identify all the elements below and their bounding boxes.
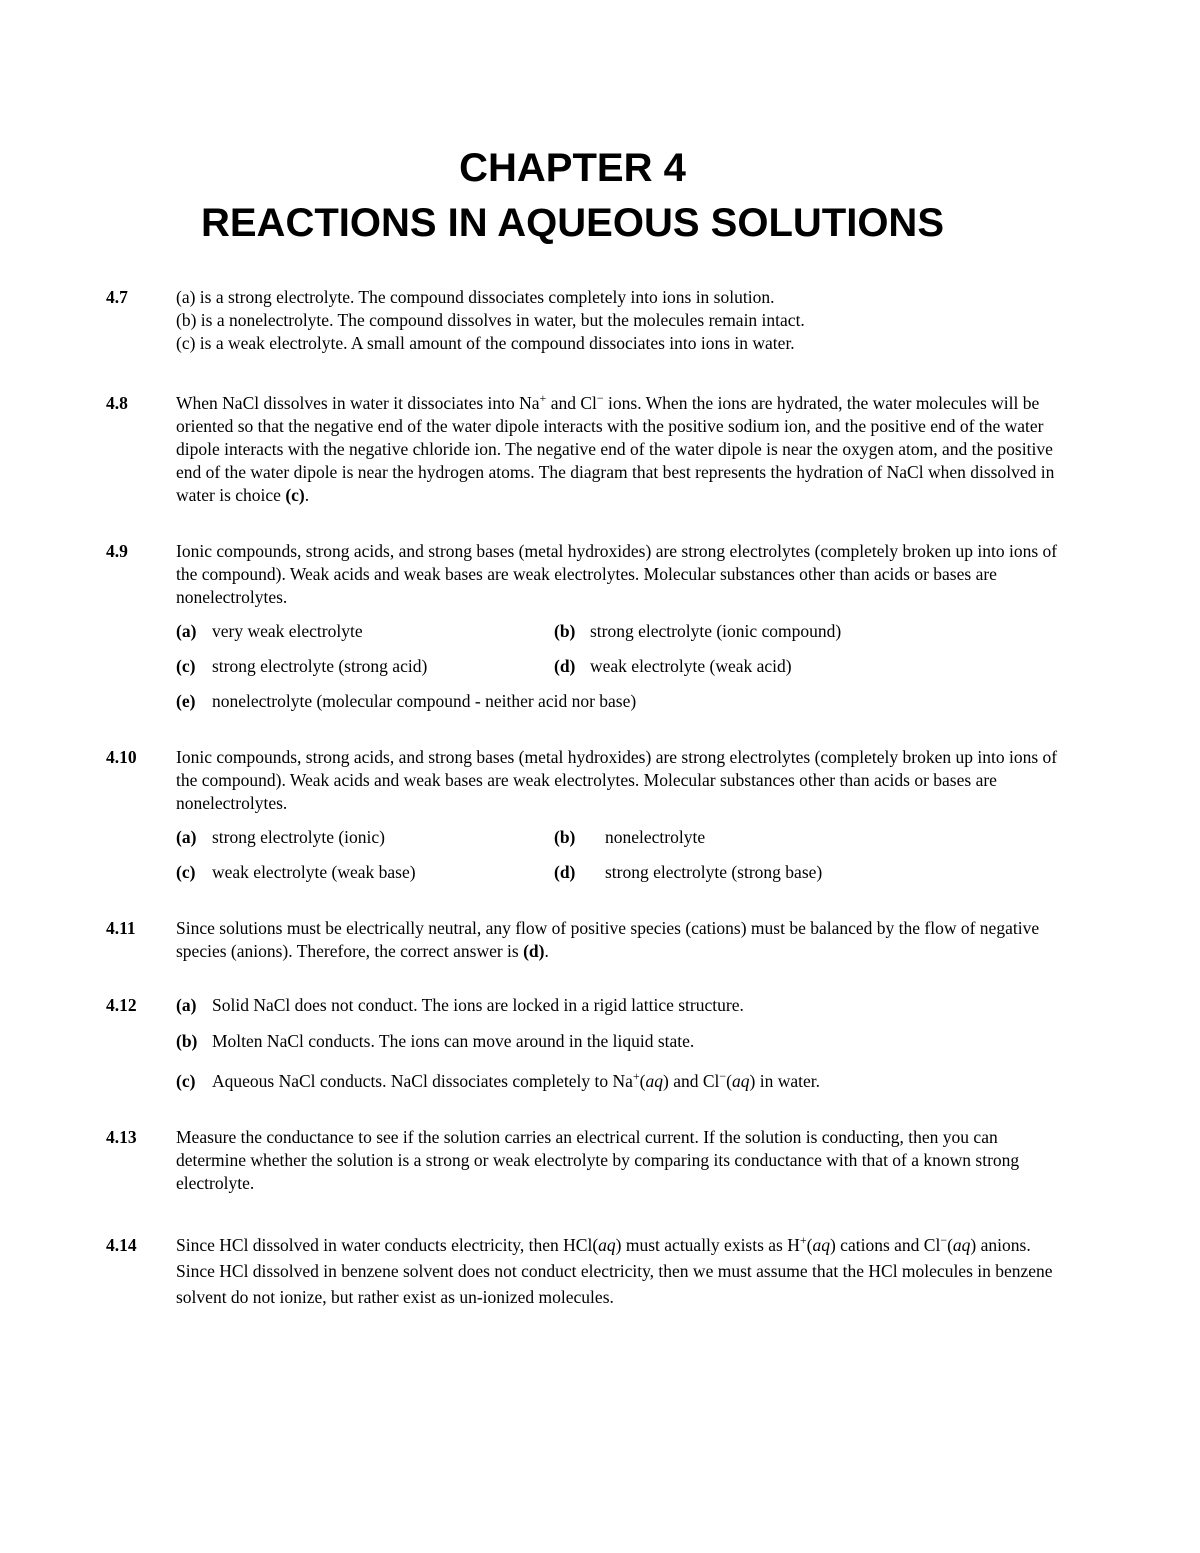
answer-line-a: [176, 994, 1066, 1030]
italic-run: aq: [732, 1071, 750, 1091]
answer-intro: Ionic compounds, strong acids, and strong bases (metal hydroxides) are strong electrolytes (completely broken up into ions of the compound). Weak acids and weak bases are weak electrolytes. Molecular substances other than acids or bases are nonelectrolytes.: [176, 541, 1058, 607]
item-label: (a): [176, 621, 197, 641]
answer-line-c: (c) is a weak electrolyte. A small amount of the compound dissociates into ions in water.: [176, 333, 795, 353]
answer-row: [176, 861, 1066, 896]
problem-number: 4.9: [106, 541, 128, 561]
answer-choice: (c): [285, 485, 305, 505]
text-run: Since HCl dissolved in water conducts electricity, then HCl(: [176, 1235, 599, 1255]
answer-line-b: (b) is a nonelectrolyte. The compound dissolves in water, but the molecules remain intact.: [176, 310, 805, 330]
problem-number: 4.14: [106, 1235, 137, 1255]
text-run: (: [947, 1235, 953, 1255]
problem-number: 4.8: [106, 393, 128, 413]
italic-run: aq: [812, 1235, 830, 1255]
item-text: nonelectrolyte (molecular compound - neither acid nor base): [212, 691, 637, 711]
item-label: (a): [176, 827, 197, 847]
item-text: strong electrolyte (strong acid): [212, 656, 428, 676]
item-text: weak electrolyte (weak acid): [590, 656, 792, 676]
text-run: ) in water.: [749, 1071, 820, 1091]
text-run: When NaCl dissolves in water it dissociates into Na: [176, 393, 540, 413]
item-label: (d): [554, 862, 576, 882]
text-run: (: [639, 1071, 646, 1091]
text-run: ) must actually exists as H: [615, 1235, 800, 1255]
item-text: nonelectrolyte: [605, 827, 706, 847]
problem-4-13: [106, 1126, 1066, 1195]
answer-row: [176, 690, 1066, 725]
problem-4-10: [106, 746, 1066, 896]
answer-line-b: [176, 1030, 1066, 1068]
superscript: −: [719, 1069, 727, 1083]
problem-number: 4.10: [106, 747, 137, 767]
problem-number: 4.12: [106, 995, 137, 1015]
text-run: Since solutions must be electrically neutral, any flow of positive species (cations) must be balanced by the flow of negative species (anions). Therefore, the correct answer is: [176, 918, 1040, 961]
italic-run: aq: [952, 1235, 971, 1255]
text-run: ) anions. Since HCl dissolved in benzene solvent does not conduct electricity, then we must assume that the HCl molecules in benzene solvent do not ionize, but rather exist as un-ionized molecules.: [176, 1235, 1053, 1307]
answer-text: Measure the conductance to see if the solution carries an electrical current. If the solution is conducting, then you can determine whether the solution is a strong or weak electrolyte by comparing its conductance with that of a known strong electrolyte.: [176, 1127, 1020, 1193]
text-run: Aqueous NaCl conducts. NaCl dissociates completely to Na: [212, 1071, 633, 1091]
superscript: +: [799, 1233, 807, 1247]
text-run: .: [544, 941, 549, 961]
text-run: and Cl: [546, 393, 597, 413]
superscript: +: [632, 1069, 640, 1083]
item-label: (b): [554, 621, 576, 641]
problem-number: 4.7: [106, 287, 128, 307]
italic-run: aq: [598, 1235, 616, 1255]
superscript: −: [940, 1233, 948, 1247]
problem-4-8: [106, 392, 1066, 507]
italic-run: aq: [645, 1071, 663, 1091]
answer-intro: Ionic compounds, strong acids, and strong bases (metal hydroxides) are strong electrolytes (completely broken up into ions of the compound). Weak acids and weak bases are weak electrolytes. Molecular substances other than acids or bases are nonelectrolytes.: [176, 747, 1058, 813]
text-run: ) and Cl: [663, 1071, 720, 1091]
item-label: (c): [176, 656, 196, 676]
item-text: Solid NaCl does not conduct. The ions are locked in a rigid lattice structure.: [212, 995, 744, 1015]
problem-4-7: [106, 286, 1066, 355]
item-text: weak electrolyte (weak base): [212, 862, 416, 882]
chapter-title: REACTIONS IN AQUEOUS SOLUTIONS: [200, 201, 944, 245]
answer-choice: (d): [523, 941, 545, 961]
answer-line-c: [176, 1068, 1066, 1093]
item-label: (e): [176, 691, 196, 711]
item-label: (c): [176, 862, 196, 882]
item-text: very weak electrolyte: [212, 621, 363, 641]
problem-4-9: [106, 540, 1066, 725]
item-label: (b): [554, 827, 576, 847]
answer-row: [176, 655, 1066, 690]
text-run: .: [304, 485, 310, 505]
answer-text: [176, 392, 1066, 507]
problem-4-11: [106, 917, 1066, 963]
item-label: (a): [176, 995, 197, 1015]
answer-row: [176, 620, 1066, 655]
problem-number: 4.11: [106, 918, 136, 938]
item-text: strong electrolyte (ionic compound): [590, 621, 842, 641]
item-text: strong electrolyte (strong base): [605, 862, 823, 882]
text-run: ions. When the ions are hydrated, the water molecules will be oriented so that the negative end of the water dipole interacts with the positive sodium ion, and the positive end of the water dipole interacts with the negative chloride ion. The negative end of the water dipole is near the oxygen atom, and the positive end of the water dipole is near the hydrogen atoms. The diagram that best represents the hydration of NaCl when dissolved in water is choice: [176, 393, 1055, 505]
problem-number: 4.13: [106, 1127, 137, 1147]
item-text: strong electrolyte (ionic): [212, 827, 385, 847]
item-text: Molten NaCl conducts. The ions can move around in the liquid state.: [212, 1031, 695, 1051]
item-label: (b): [176, 1031, 198, 1051]
chapter-number: CHAPTER 4: [459, 146, 686, 190]
text-run: (: [726, 1071, 732, 1091]
text-run: ) cations and Cl: [829, 1235, 941, 1255]
answer-text: [176, 1232, 1066, 1310]
text-run: (: [806, 1235, 813, 1255]
superscript: −: [596, 391, 604, 405]
item-label: (c): [176, 1071, 196, 1091]
problem-4-14: [106, 1232, 1066, 1310]
item-label: (d): [554, 656, 576, 676]
problem-4-12: [106, 994, 1066, 1093]
answer-text: [176, 917, 1066, 963]
answer-line-a: (a) is a strong electrolyte. The compound dissociates completely into ions in solution.: [176, 287, 775, 307]
answer-row: [176, 826, 1066, 861]
superscript: +: [539, 391, 547, 405]
item-text: [212, 1070, 820, 1093]
